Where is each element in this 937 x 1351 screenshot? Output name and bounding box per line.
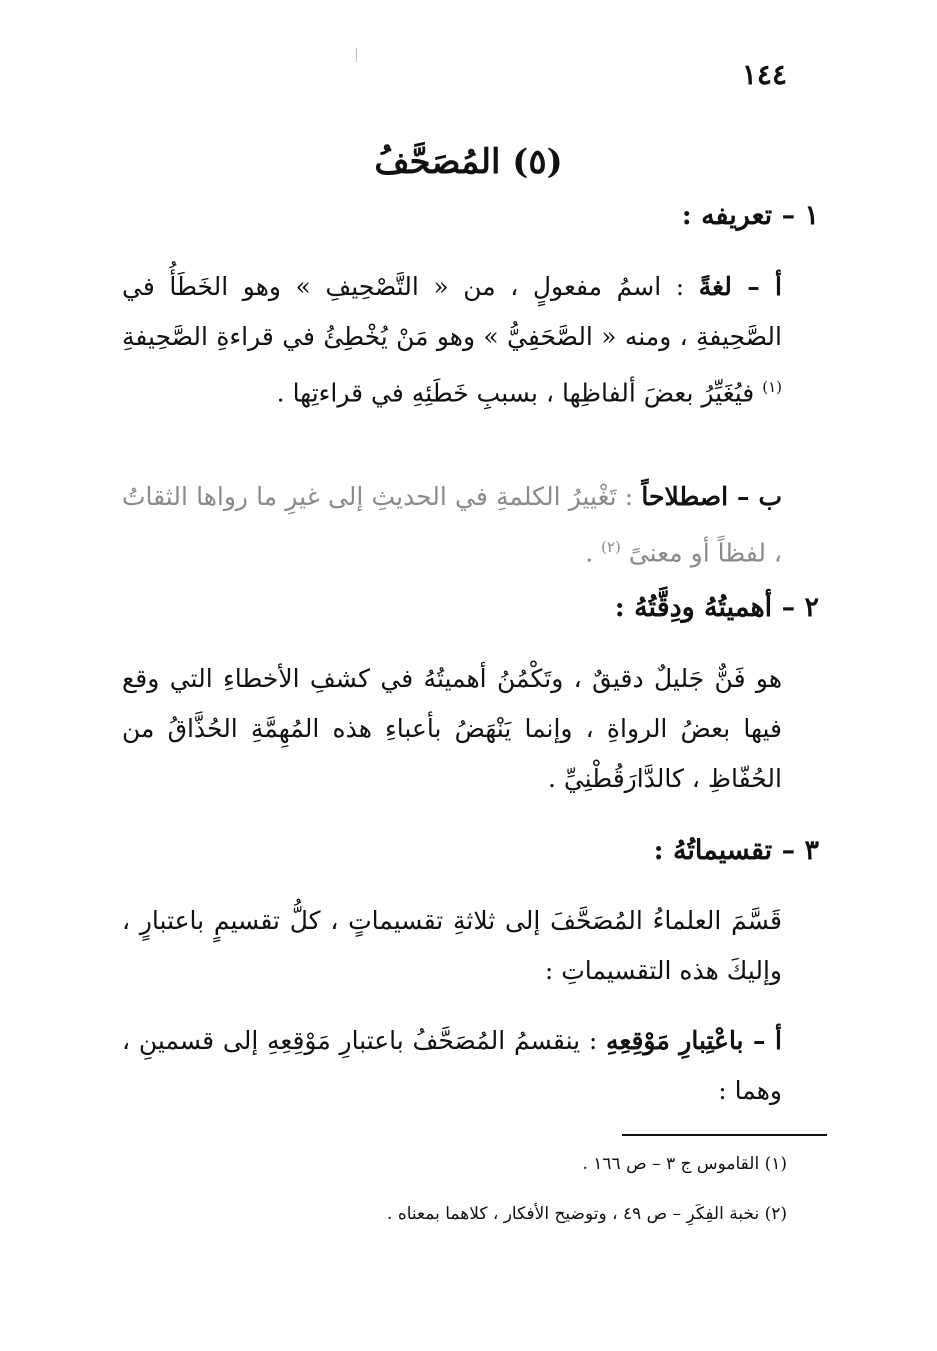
label-technical: ب – اصطلاحاً xyxy=(641,482,782,511)
paragraph-technical-definition xyxy=(122,472,782,578)
section-heading-divisions: ٣ – تقسيماتُهُ : xyxy=(653,835,819,866)
page-number: ١٤٤ xyxy=(741,58,787,91)
footnote-divider xyxy=(622,1134,827,1136)
label-linguistic: أ – لغةً xyxy=(698,272,782,301)
footnote-ref-2: (٢) xyxy=(601,538,621,556)
paragraph-by-location xyxy=(122,1016,782,1116)
footnote-2: (٢) نخبة الفِكَرِ – ص ٤٩ ، وتوضيح الأفكار ، كلاهما بمعناه . xyxy=(387,1204,787,1224)
text-technical-end: . xyxy=(585,538,602,568)
footnote-ref-1: (١) xyxy=(762,378,782,396)
paragraph-divisions-intro: قَسَّمَ العلماءُ المُصَحَّفَ إلى ثلاثةِ تقسيماتٍ ، كلُّ تقسيمٍ باعتبارٍ ، وإليكَ هذه التقسيماتِ : xyxy=(122,906,782,985)
chapter-title: (٥) المُصَحَّفُ xyxy=(374,142,563,182)
text-by-location: : ينقسمُ المُصَحَّفُ باعتبارِ مَوْقِعِهِ إلى قسمينِ ، وهما : xyxy=(122,1026,782,1105)
label-by-location: أ – باعْتِبارِ مَوْقِعِهِ xyxy=(606,1026,782,1055)
section-heading-importance: ٢ – أهميتُهُ ودِقَّتُهُ : xyxy=(614,592,819,623)
section-heading-definition: ١ – تعريفه : xyxy=(681,200,819,231)
text-technical: : تَغْييرُ الكلمةِ في الحديثِ إلى غيرِ ما رواها الثقاتُ ، لفظاً أو معنىً xyxy=(122,482,782,568)
scan-mark xyxy=(356,48,357,62)
footnote-1: (١) القاموس ج ٣ – ص ١٦٦ . xyxy=(582,1154,787,1174)
paragraph-importance: هو فَنٌّ جَليلٌ دقيقٌ ، وتَكْمُنُ أهميتُهُ في كشفِ الأخطاءِ التي وقع فيها بعضُ الرواةِ ، وإنما يَنْهَضُ بأعباءِ هذه المُهِمَّةِ الحُذَّاقُ من الحُفّاظِ ، كالدَّارَقُطْنِيِّ . xyxy=(122,664,782,793)
text-linguistic-cont: فيُغَيِّرُ بعضَ ألفاظِها ، بسببِ خَطَئِهِ في قراءتِها . xyxy=(276,378,763,408)
text-linguistic: : اسمُ مفعولٍ ، من « التَّصْحِيفِ » وهو الخَطَأُ في الصَّحِيفةِ ، ومنه « الصَّحَفِيُّ » وهو مَنْ يُخْطِئُ في قراءةِ الصَّحِيفةِ xyxy=(122,272,782,351)
paragraph-linguistic-definition xyxy=(122,262,782,418)
